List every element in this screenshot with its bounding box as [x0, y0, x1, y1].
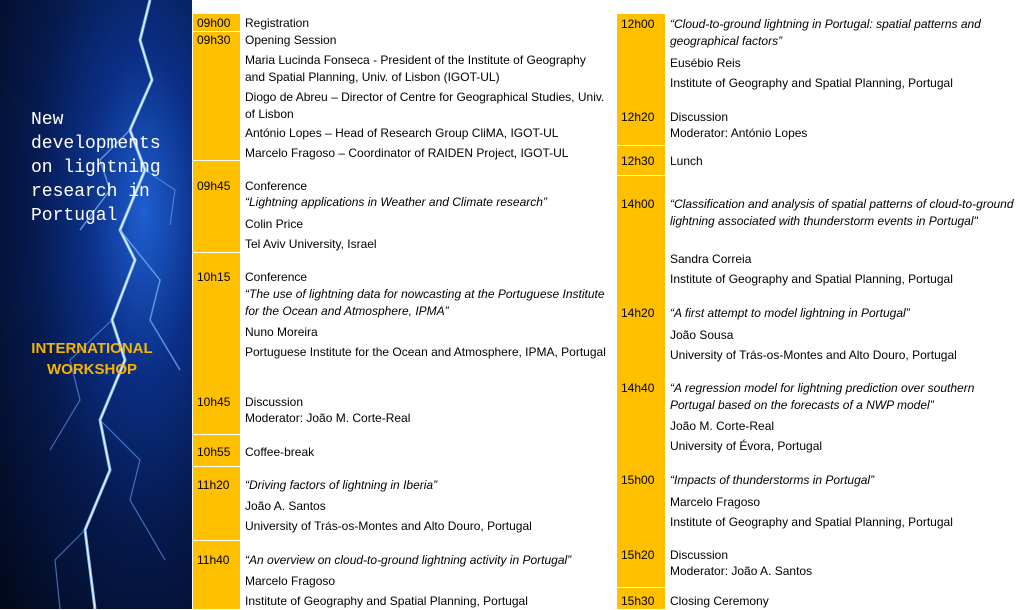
speaker-line: Diogo de Abreu – Director of Centre for Geographical Studies, Univ. of Lisbon: [245, 90, 605, 121]
speaker-affiliation: Institute of Geography and Spatial Planning, Portugal: [245, 594, 528, 608]
speaker-name: Marcelo Fragoso: [245, 574, 336, 588]
speaker-affiliation: University of Trás-os-Montes and Alto Douro, Portugal: [245, 519, 532, 533]
speaker-name: João M. Corte-Real: [670, 419, 775, 433]
talk-title: “Driving factors of lightning in Iberia”: [245, 478, 438, 492]
coffee-break: Coffee-break: [245, 445, 315, 459]
moderator: Moderator: João A. Santos: [670, 564, 813, 578]
time-slot: 09h45: [197, 179, 231, 193]
moderator: Moderator: António Lopes: [670, 126, 808, 140]
speaker-name: Marcelo Fragoso: [670, 495, 761, 509]
time-separator: [193, 434, 240, 435]
time-slot: 12h00: [621, 17, 655, 31]
time-slot: 11h20: [197, 478, 230, 492]
time-slot: 09h00: [197, 16, 231, 30]
speaker-name: Eusébio Reis: [670, 56, 741, 70]
time-slot: 10h15: [197, 270, 231, 284]
workshop-subtitle: INTERNATIONAL WORKSHOP: [31, 340, 153, 378]
time-slot: 14h20: [621, 306, 655, 320]
time-slot: 12h20: [621, 110, 655, 124]
workshop-banner: [0, 0, 192, 609]
talk-title: “An overview on cloud-to-ground lightning activity in Portugal”: [245, 553, 572, 567]
time-slot: 11h40: [197, 553, 230, 567]
speaker-affiliation: Institute of Geography and Spatial Planning, Portugal: [670, 272, 953, 286]
talk-title: “Classification and analysis of spatial patterns of cloud-to-ground lightning associated with thunderstorm events in Portugal": [670, 197, 1014, 228]
time-slot: 15h00: [621, 473, 655, 487]
lightning-bolt-icon: [0, 0, 192, 609]
talk-title: “Impacts of thunderstorms in Portugal”: [670, 473, 875, 487]
lunch: Lunch: [670, 154, 703, 168]
session-type: Discussion: [670, 110, 729, 124]
session-type: Conference: [245, 179, 308, 193]
speaker-name: Colin Price: [245, 217, 304, 231]
closing-ceremony: Closing Ceremony: [670, 594, 769, 608]
time-separator: [193, 466, 240, 467]
speaker-name: Nuno Moreira: [245, 325, 318, 339]
opening-session-title: Opening Session: [245, 33, 337, 47]
session-registration: Registration: [245, 16, 310, 30]
workshop-title: New developments on lightning research in Portugal: [31, 110, 161, 226]
time-separator: [193, 252, 240, 253]
speaker-affiliation: Institute of Geography and Spatial Planning, Portugal: [670, 515, 953, 529]
speaker-affiliation: University of Trás-os-Montes and Alto Douro, Portugal: [670, 348, 957, 362]
time-slot: 14h40: [621, 381, 655, 395]
speaker-name: João Sousa: [670, 328, 734, 342]
talk-title: “A first attempt to model lightning in Portugal”: [670, 306, 910, 320]
speaker-line: Maria Lucinda Fonseca - President of the Institute of Geography and Spatial Planning, Univ. of Lisbon (IGOT-UL): [245, 53, 586, 84]
talk-title: “Cloud-to-ground lightning in Portugal: spatial patterns and geographical factors”: [670, 17, 981, 48]
time-slot: 09h30: [197, 33, 231, 47]
speaker-line: António Lopes – Head of Research Group CliMA, IGOT-UL: [245, 126, 559, 140]
time-separator: [617, 145, 665, 146]
time-slot: 15h20: [621, 548, 655, 562]
time-separator: [193, 540, 240, 541]
speaker-name: João A. Santos: [245, 499, 326, 513]
speaker-name: Sandra Correia: [670, 252, 752, 266]
moderator: Moderator: João M. Corte-Real: [245, 411, 411, 425]
speaker-affiliation: Tel Aviv University, Israel: [245, 237, 377, 251]
talk-title: “The use of lightning data for nowcasting at the Portuguese Institute for the Ocean and Atmosphere, IPMA”: [245, 287, 605, 318]
time-slot: 10h45: [197, 395, 231, 409]
time-separator: [193, 160, 240, 161]
session-type: Conference: [245, 270, 308, 284]
time-slot: 10h55: [197, 445, 231, 459]
speaker-affiliation: Institute of Geography and Spatial Planning, Portugal: [670, 76, 953, 90]
time-slot: 12h30: [621, 154, 655, 168]
talk-title: “Lightning applications in Weather and Climate research”: [245, 195, 547, 209]
speaker-affiliation: University of Évora, Portugal: [670, 439, 823, 453]
session-type: Discussion: [670, 548, 729, 562]
time-separator: [617, 587, 665, 588]
speaker-line: Marcelo Fragoso – Coordinator of RAIDEN Project, IGOT-UL: [245, 146, 569, 160]
left-time-column: [193, 14, 240, 609]
time-separator: [617, 175, 665, 176]
talk-title: “A regression model for lightning prediction over southern Portugal based on the forecasts of a NWP model”: [670, 381, 975, 412]
time-slot: 14h00: [621, 197, 655, 211]
time-slot: 15h30: [621, 594, 655, 608]
session-type: Discussion: [245, 395, 304, 409]
speaker-affiliation: Portuguese Institute for the Ocean and Atmosphere, IPMA, Portugal: [245, 345, 606, 359]
